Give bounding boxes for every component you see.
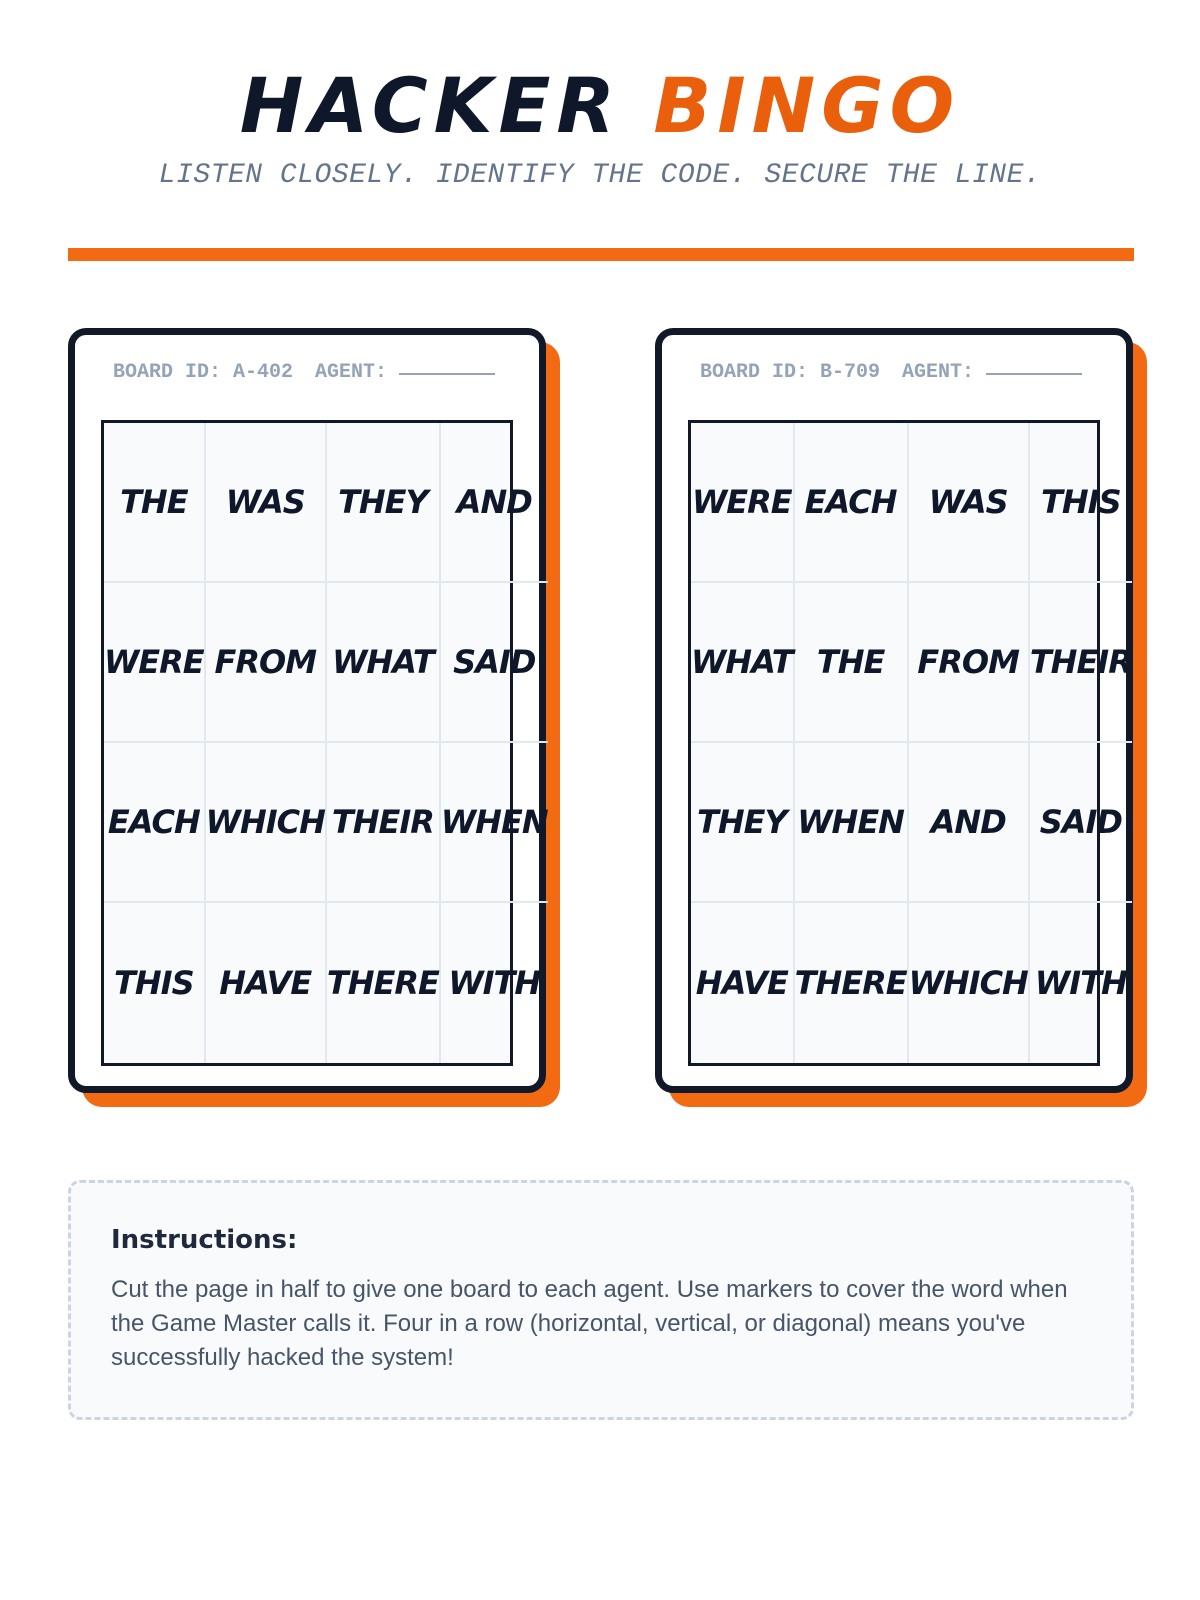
bingo-grid <box>688 420 1132 1066</box>
board-meta <box>113 361 495 384</box>
bingo-word: THEIR <box>331 803 434 841</box>
bingo-word: THIS <box>114 964 194 1002</box>
bingo-word: WHICH <box>205 803 325 841</box>
title-hacker: HACKER <box>239 61 621 150</box>
bingo-word: WHAT <box>332 643 434 681</box>
bingo-word: THEY <box>696 803 787 841</box>
title-bingo: BINGO <box>653 61 961 150</box>
board-meta <box>700 361 1082 384</box>
tagline: LISTEN CLOSELY. IDENTIFY THE CODE. SECURE THE LINE. <box>158 160 1042 191</box>
bingo-word: THERE <box>326 964 439 1002</box>
header-divider <box>68 248 1134 261</box>
bingo-word: EACH <box>804 483 897 521</box>
bingo-word: THERE <box>794 964 907 1002</box>
bingo-cell[interactable] <box>104 743 206 903</box>
bingo-word: WERE <box>104 643 204 681</box>
board-id-label: BOARD ID: B-709 <box>700 361 881 384</box>
bingo-cell[interactable] <box>206 743 327 903</box>
bingo-cell[interactable] <box>909 583 1030 743</box>
bingo-board-b <box>655 328 1133 1093</box>
bingo-grid <box>101 420 548 1066</box>
bingo-cell[interactable] <box>1030 423 1132 583</box>
instructions-heading: Instructions: <box>111 1225 298 1255</box>
bingo-word: WHAT <box>691 643 793 681</box>
bingo-cell[interactable] <box>441 743 548 903</box>
bingo-word: WITH <box>448 964 541 1002</box>
bingo-word: WHEN <box>797 803 904 841</box>
bingo-cell[interactable] <box>1030 583 1132 743</box>
bingo-cell[interactable] <box>327 423 441 583</box>
agent-name-blank <box>399 373 495 375</box>
bingo-cell[interactable] <box>909 423 1030 583</box>
bingo-cell[interactable] <box>104 583 206 743</box>
bingo-cell[interactable] <box>206 903 327 1063</box>
bingo-cell[interactable] <box>795 583 909 743</box>
bingo-word: WAS <box>225 483 305 521</box>
bingo-board-a <box>68 328 546 1093</box>
bingo-word: WHEN <box>440 803 548 841</box>
bingo-cell[interactable] <box>1030 743 1132 903</box>
bingo-cell[interactable] <box>909 903 1030 1063</box>
bingo-word: THIS <box>1041 483 1121 521</box>
bingo-word: WERE <box>691 483 792 521</box>
bingo-cell[interactable] <box>795 423 909 583</box>
page-title <box>0 60 1200 152</box>
bingo-cell[interactable] <box>909 743 1030 903</box>
bingo-word: HAVE <box>695 964 788 1002</box>
bingo-cell[interactable] <box>795 743 909 903</box>
board-card <box>68 328 546 1093</box>
bingo-word: FROM <box>214 643 317 681</box>
board-id-label: BOARD ID: A-402 <box>113 361 294 384</box>
instructions-panel <box>68 1180 1134 1420</box>
bingo-cell[interactable] <box>104 903 206 1063</box>
bingo-cell[interactable] <box>691 583 795 743</box>
bingo-word: AND <box>930 803 1006 841</box>
bingo-word: SAID <box>1039 803 1122 841</box>
bingo-cell[interactable] <box>327 583 441 743</box>
bingo-word: EACH <box>107 803 200 841</box>
agent-name-blank <box>986 373 1082 375</box>
bingo-word: HAVE <box>219 964 312 1002</box>
bingo-cell[interactable] <box>795 903 909 1063</box>
bingo-cell[interactable] <box>104 423 206 583</box>
bingo-word: WAS <box>928 483 1008 521</box>
bingo-cell[interactable] <box>441 903 548 1063</box>
bingo-cell[interactable] <box>441 423 548 583</box>
bingo-word: SAID <box>453 643 536 681</box>
bingo-cell[interactable] <box>691 903 795 1063</box>
bingo-cell[interactable] <box>327 903 441 1063</box>
agent-label: AGENT: <box>315 361 388 384</box>
bingo-word: WITH <box>1034 964 1127 1002</box>
board-card <box>655 328 1133 1093</box>
page-header <box>0 60 1200 191</box>
bingo-word: THEIR <box>1029 643 1132 681</box>
bingo-cell[interactable] <box>441 583 548 743</box>
bingo-word: THE <box>120 483 188 521</box>
bingo-word: FROM <box>917 643 1019 681</box>
bingo-cell[interactable] <box>691 423 795 583</box>
bingo-cell[interactable] <box>206 423 327 583</box>
bingo-word: THEY <box>338 483 428 521</box>
bingo-cell[interactable] <box>1030 903 1132 1063</box>
instructions-body: Cut the page in half to give one board to each agent. Use markers to cover the word when the Game Master calls it. Four in a row (horizontal, vertical, or diagonal) means you've successfully hacked the system! <box>111 1276 1068 1371</box>
bingo-cell[interactable] <box>691 743 795 903</box>
bingo-cell[interactable] <box>206 583 327 743</box>
bingo-word: WHICH <box>908 964 1028 1002</box>
bingo-word: AND <box>456 483 532 521</box>
bingo-word: THE <box>816 643 885 681</box>
agent-label: AGENT: <box>902 361 975 384</box>
bingo-cell[interactable] <box>327 743 441 903</box>
